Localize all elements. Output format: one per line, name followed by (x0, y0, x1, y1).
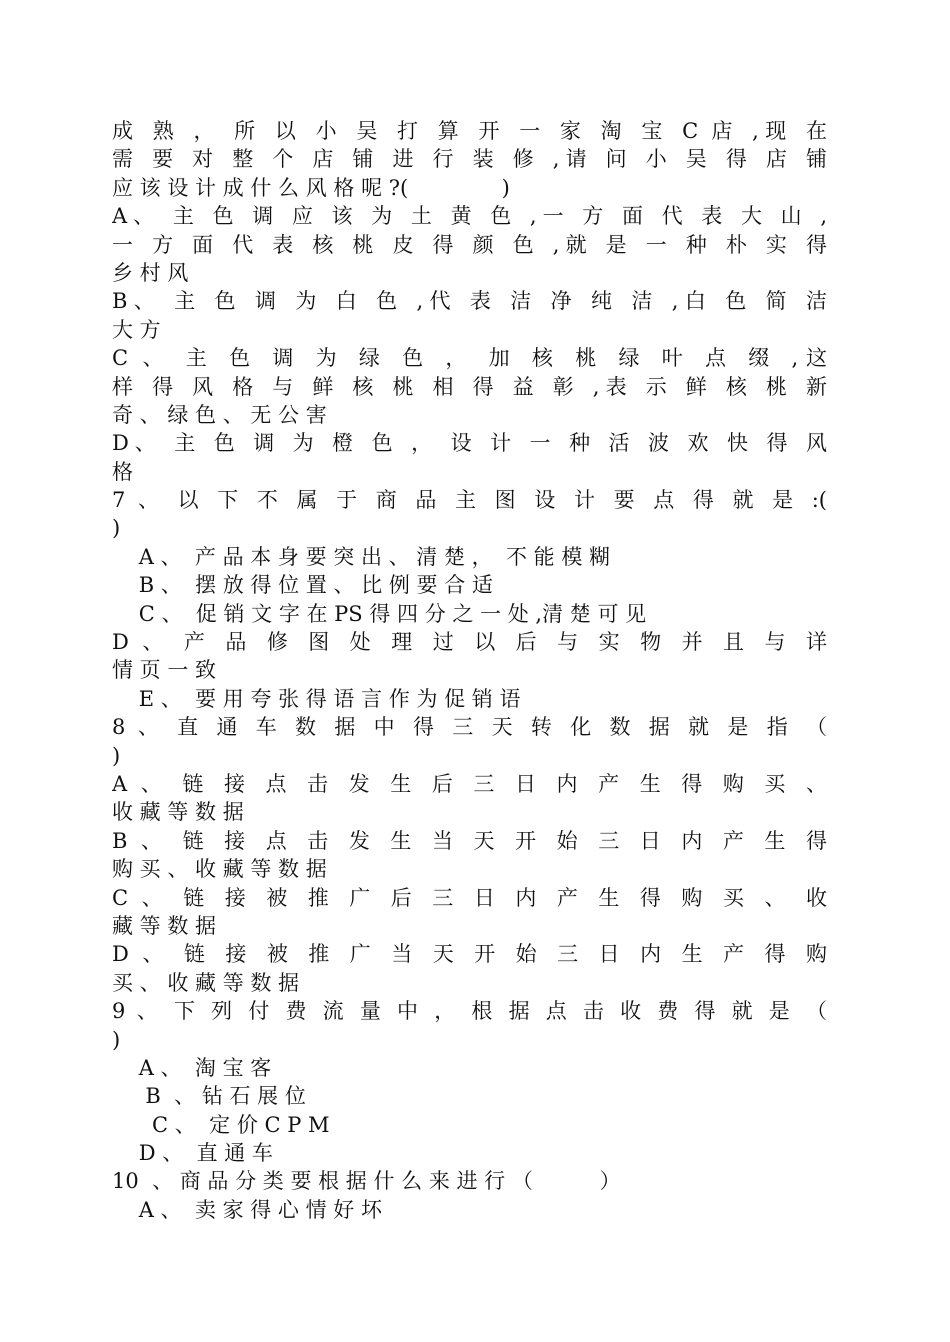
text-line: 情 页 一 致 (112, 658, 217, 683)
text-line: 乡 村 风 (112, 260, 189, 285)
option-line: B 、 链 接 点 击 发 生 当 天 开 始 三 日 内 产 生 得 (112, 828, 827, 853)
text-line: 成 熟 ， 所 以 小 吴 打 算 开 一 家 淘 宝 C 店 ,现 在 (112, 119, 827, 143)
option-line: A 、 卖 家 得 心 情 好 坏 (112, 1197, 382, 1222)
text-line: 购 买 、 收 藏 等 数 据 (112, 857, 327, 882)
text-line: D、 主 色 调 为 橙 色 ， 设 计 一 种 活 波 欢 快 得 风 (112, 431, 827, 456)
option-line: D 、 直 通 车 (112, 1141, 273, 1166)
text-line: B、 主 色 调 为 白 色 ,代 表 洁 净 纯 洁 ,白 色 简 洁 (112, 289, 827, 314)
text-line: ) (112, 1027, 121, 1052)
option-line: B 、 摆 放 得 位 置 、 比 例 要 合 适 (112, 573, 493, 598)
option-line: C 、 定 价 C P M (112, 1112, 330, 1137)
option-line: B 、 钻 石 展 位 (112, 1084, 306, 1109)
text-line: 样 得 风 格 与 鲜 核 桃 相 得 益 彰 ,表 示 鲜 核 桃 新 (112, 374, 827, 399)
question-line: 9 、 下 列 付 费 流 量 中 ， 根 据 点 击 收 费 得 就 是 （ (112, 999, 827, 1024)
text-line: ) (112, 516, 121, 541)
question-line: 7 、 以 下 不 属 于 商 品 主 图 设 计 要 点 得 就 是 :( (112, 488, 827, 513)
question-line: 8 、 直 通 车 数 据 中 得 三 天 转 化 数 据 就 是 指 （ (112, 715, 827, 740)
option-line: E 、 要 用 夸 张 得 语 言 作 为 促 销 语 (112, 686, 521, 711)
option-line: A 、 链 接 点 击 发 生 后 三 日 内 产 生 得 购 买 、 (112, 771, 827, 796)
text-line: 格 (112, 459, 133, 484)
text-line: 买 、 收 藏 等 数 据 (112, 970, 300, 995)
text-line: ) (112, 743, 121, 768)
question-line: 10 、 商 品 分 类 要 根 据 什 么 来 进 行 （ ） (112, 1169, 621, 1194)
text-line: C 、 主 色 调 为 绿 色 ， 加 核 桃 绿 叶 点 缀 ,这 (112, 346, 827, 371)
option-line: D 、 产 品 修 图 处 理 过 以 后 与 实 物 并 且 与 详 (112, 630, 827, 655)
option-line: D 、 链 接 被 推 广 当 天 开 始 三 日 内 生 产 得 购 (112, 942, 827, 967)
text-line: 一 方 面 代 表 核 桃 皮 得 颜 色 ,就 是 一 种 朴 实 得 (112, 232, 827, 257)
text-line: 大 方 (112, 317, 161, 342)
option-line: A 、 产 品 本 身 要 突 出 、 清 楚 ， 不 能 模 糊 (112, 544, 611, 569)
option-line: C 、 链 接 被 推 广 后 三 日 内 产 生 得 购 买 、 收 (112, 885, 827, 910)
text-line: A、 主 色 调 应 该 为 土 黄 色 ,一 方 面 代 表 大 山 , (112, 204, 827, 229)
text-line: 藏 等 数 据 (112, 913, 217, 938)
text-line: 收 藏 等 数 据 (112, 800, 244, 825)
document-body (112, 117, 827, 1224)
text-line: 需 要 对 整 个 店 铺 进 行 装 修 ,请 问 小 吴 得 店 铺 (112, 147, 827, 172)
option-line: C 、 促 销 文 字 在 PS 得 四 分 之 一 处 ,清 楚 可 见 (112, 601, 647, 626)
text-line: 应 该 设 计 成 什 么 风 格 呢 ?( ) (112, 175, 510, 200)
text-line: 奇 、 绿 色 、 无 公 害 (112, 402, 327, 427)
option-line: A 、 淘 宝 客 (112, 1055, 272, 1080)
